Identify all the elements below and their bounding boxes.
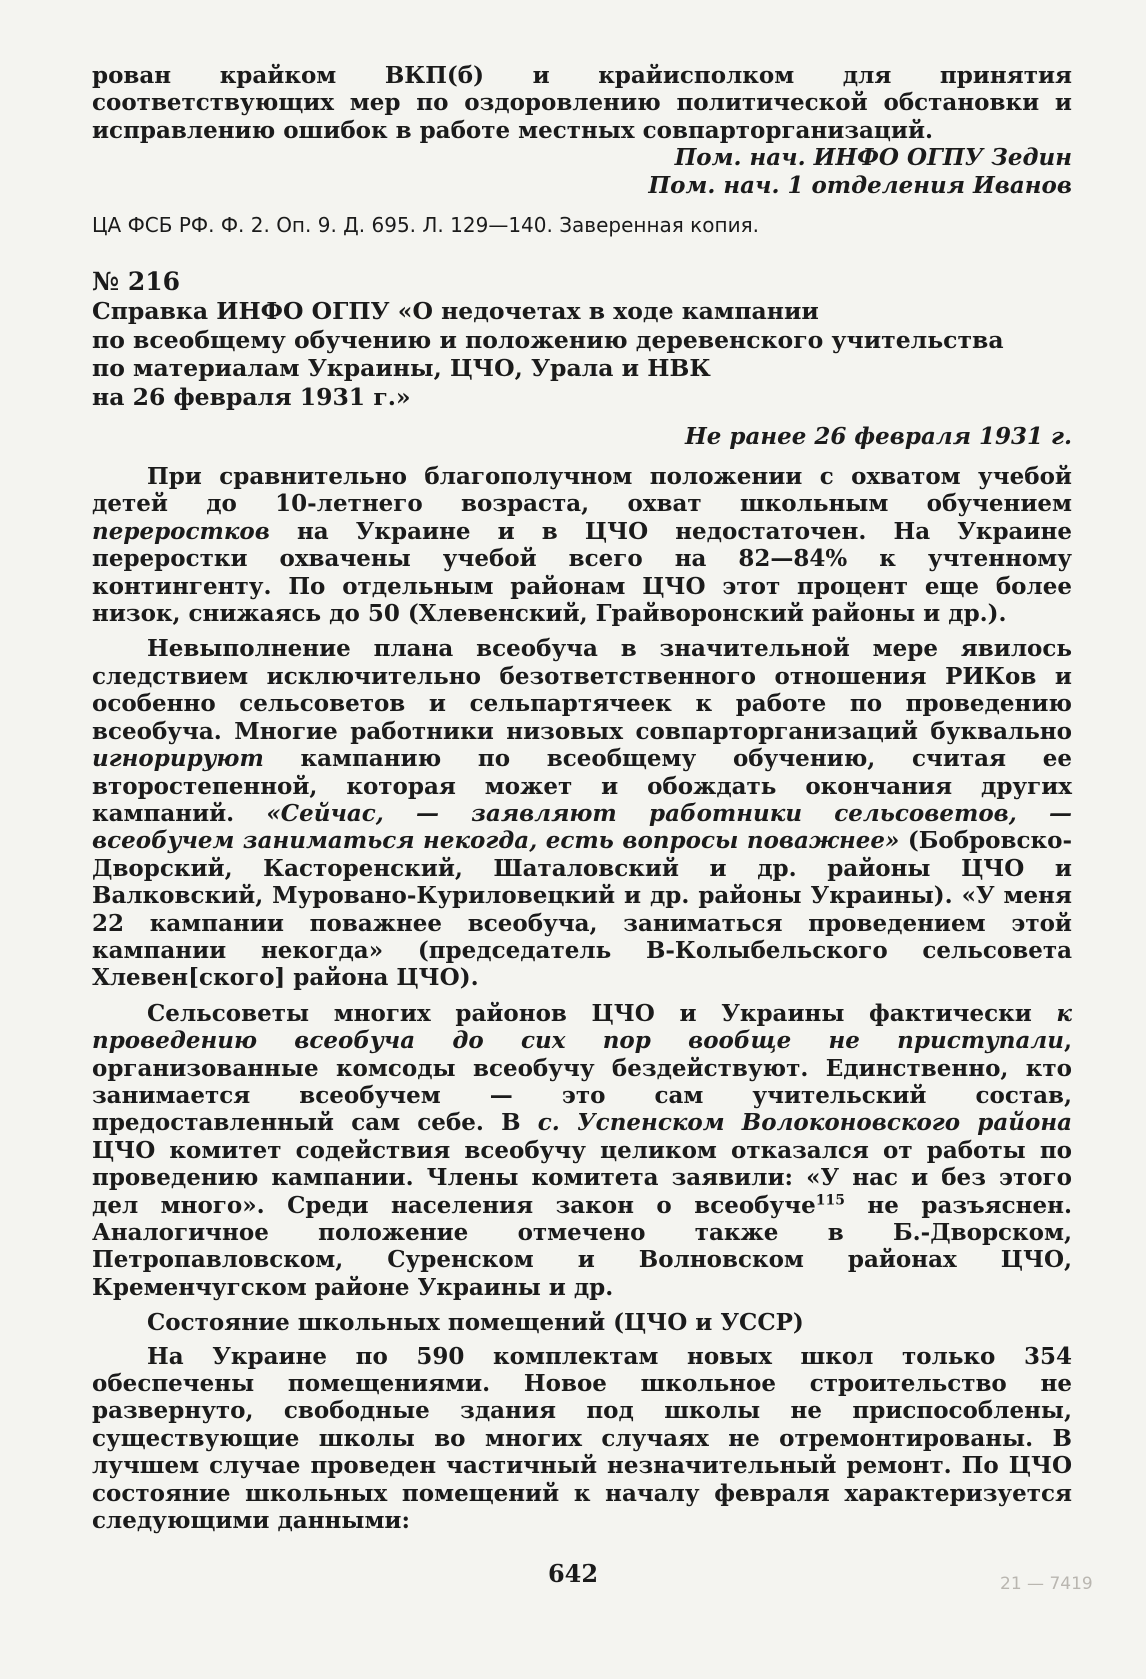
body-paragraph (92, 635, 1072, 991)
text-run: не разъяснен. Аналогичное положение отмечено также в Б.-Дворском, Петропавловском, Суренском и Волновском районах ЦЧО, Кременчугском районе Украины и др. (92, 1191, 1072, 1301)
document-date: Не ранее 26 февраля 1931 г. (685, 423, 1072, 451)
italic-phrase: к проведению всеобуча до сих пор вообще не приступали (92, 999, 1072, 1055)
page-number: 642 (547, 1559, 599, 1588)
signature-block (92, 144, 1072, 199)
signature-line: Пом. нач. ИНФО ОГПУ Зедин (674, 144, 1072, 172)
text-run: Сельсоветы многих районов ЦЧО и Украины фактически (147, 999, 1057, 1027)
text-run: (Бобровско-Дворский, Касторенский, Шаталовский и др. районы ЦЧО и Валковский, Мурованo-Куриловецкий и др. районы Украины). «У меня 22 кампании поважнее всеобуча, заниматься проведением этой кампании некогда» (председатель В-Колыбельского сельсовета Хлевен[ского] района ЦЧО). (92, 827, 1072, 992)
body-paragraph (92, 463, 1072, 627)
title-line: Справка ИНФО ОГПУ «О недочетах в ходе кампании (92, 297, 819, 326)
title-line: на 26 февраля 1931 г.» (92, 382, 411, 411)
body-paragraph (92, 1000, 1072, 1301)
text-run: При сравнительно благополучном положении с охватом учебой детей до 10-летнего возраста, охват школьным обучением (92, 463, 1072, 518)
italic-term: игнорируют (92, 745, 264, 773)
footnote-ref: 115 (815, 1191, 845, 1208)
italic-term: переростков (92, 517, 270, 545)
document-number: № 216 (92, 267, 181, 297)
italic-quote: «Сейчас, — заявляют работники сельсоветов, — всеобучем заниматься некогда, есть вопросы поважнее» (92, 799, 1072, 855)
section-heading: Состояние школьных помещений (ЦЧО и УССР) (147, 1309, 804, 1337)
print-mark: 21 — 7419 (1000, 1574, 1093, 1594)
title-line: по материалам Украины, ЦЧО, Урала и НВК (92, 354, 711, 383)
text-run: на Украине и в ЦЧО недостаточен. На Украине переростки охвачены учебой всего на 82—84% к учтенному контингенту. По отдельным районам ЦЧО этот процент еще более низок, снижаясь до 50 (Хлевенский, Грайворонский районы и др.). (92, 517, 1072, 628)
archive-reference: ЦА ФСБ РФ. Ф. 2. Оп. 9. Д. 695. Л. 129—140. Заверенная копия. (92, 213, 759, 238)
document-page (92, 62, 1072, 1534)
title-line: по всеобщему обучению и положению деревенского учительства (92, 325, 1004, 354)
signature-line: Пом. нач. 1 отделения Иванов (648, 171, 1072, 199)
document-title (92, 297, 1072, 411)
body-paragraph: На Украине по 590 комплектам новых школ только 354 обеспечены помещениями. Новое школьное строительство не развернуто, свободные здания под школы не приспособлены, существующие школы во многих случаях не отремонтированы. В лучшем случае проведен частичный незначительный ремонт. По ЦЧО состояние школьных помещений к началу февраля характеризуется следующими данными: (92, 1342, 1072, 1535)
previous-document-ending: рован крайком ВКП(б) и крайисполком для принятия соответствующих мер по оздоровлению политической обстановки и исправлению ошибок в работе местных совпарторганизаций. (92, 62, 1072, 144)
italic-place: с. Успенском Волоконовского района (537, 1109, 1072, 1137)
text-run: , организованные комсоды всеобучу бездействуют. Единственно, кто занимается всеобучем — это сам учительский состав, предоставленный сам себе. В (92, 1027, 1072, 1137)
text-run: Невыполнение плана всеобуча в значительной мере явилось следствием исключительно безответственного отношения РИКов и особенно сельсоветов и сельпартячеек к работе по проведению всеобуча. Многие работники низовых совпарторганизаций буквально (92, 635, 1072, 745)
text-run: ЦЧО комитет содействия всеобучу целиком отказался от работы по проведению кампании. Члены комитета заявили: «У нас и без этого дел много». Среди населения закон о всеобуче (92, 1136, 1072, 1219)
text-run: кампанию по всеобщему обучению, считая ее второстепенной, которая может и обождать окончания других кампаний. (92, 745, 1072, 827)
